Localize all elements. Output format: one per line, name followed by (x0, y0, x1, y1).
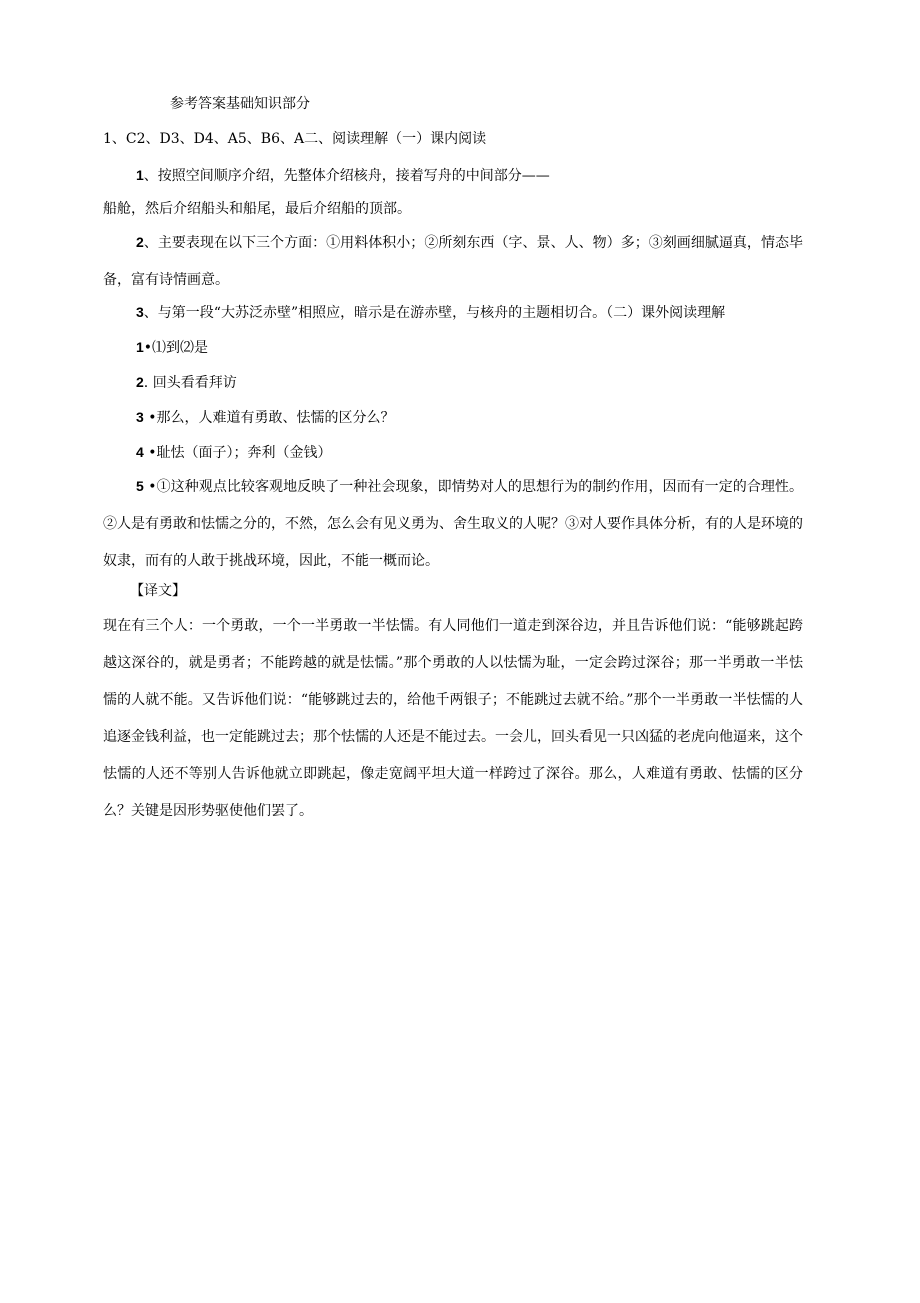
ext-answer-4 (136, 443, 332, 462)
ext-answer-5 (103, 468, 803, 580)
translation-heading: 【译文】 (130, 583, 186, 599)
ext-answer-3-number: 3 (136, 409, 144, 425)
ext-answer-4-number: 4 (136, 444, 144, 460)
answer-1-line-b: 船舱，然后介绍船头和船尾，最后介绍船的顶部。 (103, 201, 411, 217)
document-title: 参考答案基础知识部分 (170, 96, 310, 112)
part1-answers: 1、C2、D3、D4、A5、B6、A二、阅读理解（一）课内阅读 (103, 131, 487, 147)
ext-answer-5-text: •①这种观点比较客观地反映了一种社会现象，即情势对人的思想行为的制约作用，因而有一定的合理性。②人是有勇敢和怯懦之分的，不然，怎么会有见义勇为、舍生取义的人呢？③对人要作具体分析，有的人是环境的奴隶，而有的人敢于挑战环境，因此，不能一概而论。 (103, 479, 803, 569)
answer-3 (136, 303, 725, 322)
answer-1-number: 1 (136, 167, 144, 183)
answer-2 (103, 224, 803, 299)
ext-answer-1-text: •⑴到⑵是 (143, 340, 209, 356)
answer-3-number: 3 (136, 304, 144, 320)
ext-answer-1 (136, 338, 208, 357)
answer-3-text: 、与第一段“大苏泛赤壁”相照应，暗示是在游赤壁，与核舟的主题相切合。（二）课外阅读理解 (143, 305, 726, 321)
answer-2-number: 2 (136, 234, 144, 250)
ext-answer-2-text: . 回头看看拜访 (143, 375, 237, 391)
ext-answer-2-number: 2 (136, 374, 144, 390)
ext-answer-3-text: •那么，人难道有勇敢、怯懦的区分么？ (143, 410, 395, 426)
translation-text: 现在有三个人：一个勇敢，一个一半勇敢一半怯懦。有人同他们一道走到深谷边，并且告诉他们说：“能够跳起跨越这深谷的，就是勇者；不能跨越的就是怯懦。”那个勇敢的人以怯懦为耻，一定会跨过深谷；那一半勇敢一半怯懦的人就不能。又告诉他们说：“能够跳过去的，给他千两银子；不能跳过去就不给。”那个一半勇敢一半怯懦的人追逐金钱利益，也一定能跳过去；那个怯懦的人还是不能过去。一会儿，回头看见一只凶猛的老虎向他逼来，这个怯懦的人还不等别人告诉他就立即跳起，像走宽阔平坦大道一样跨过了深谷。那么，人难道有勇敢、怯懦的区分么？关键是因形势驱使他们罢了。 (103, 618, 803, 819)
ext-answer-2 (136, 373, 237, 392)
ext-answer-4-text: •耻怯（面子）；奔利（金钱） (143, 445, 332, 461)
ext-answer-5-number: 5 (136, 478, 144, 494)
ext-answer-3 (136, 408, 395, 427)
answer-2-text: 、主要表现在以下三个方面：①用料体积小；②所刻东西（字、景、人、物）多；③刻画细腻逼真，情态毕备，富有诗情画意。 (103, 235, 803, 288)
ext-answer-1-number: 1 (136, 339, 144, 355)
answer-1-text-a: 、按照空间顺序介绍，先整体介绍核舟，接着写舟的中间部分—— (143, 168, 550, 184)
answer-1-line-a (136, 166, 550, 185)
